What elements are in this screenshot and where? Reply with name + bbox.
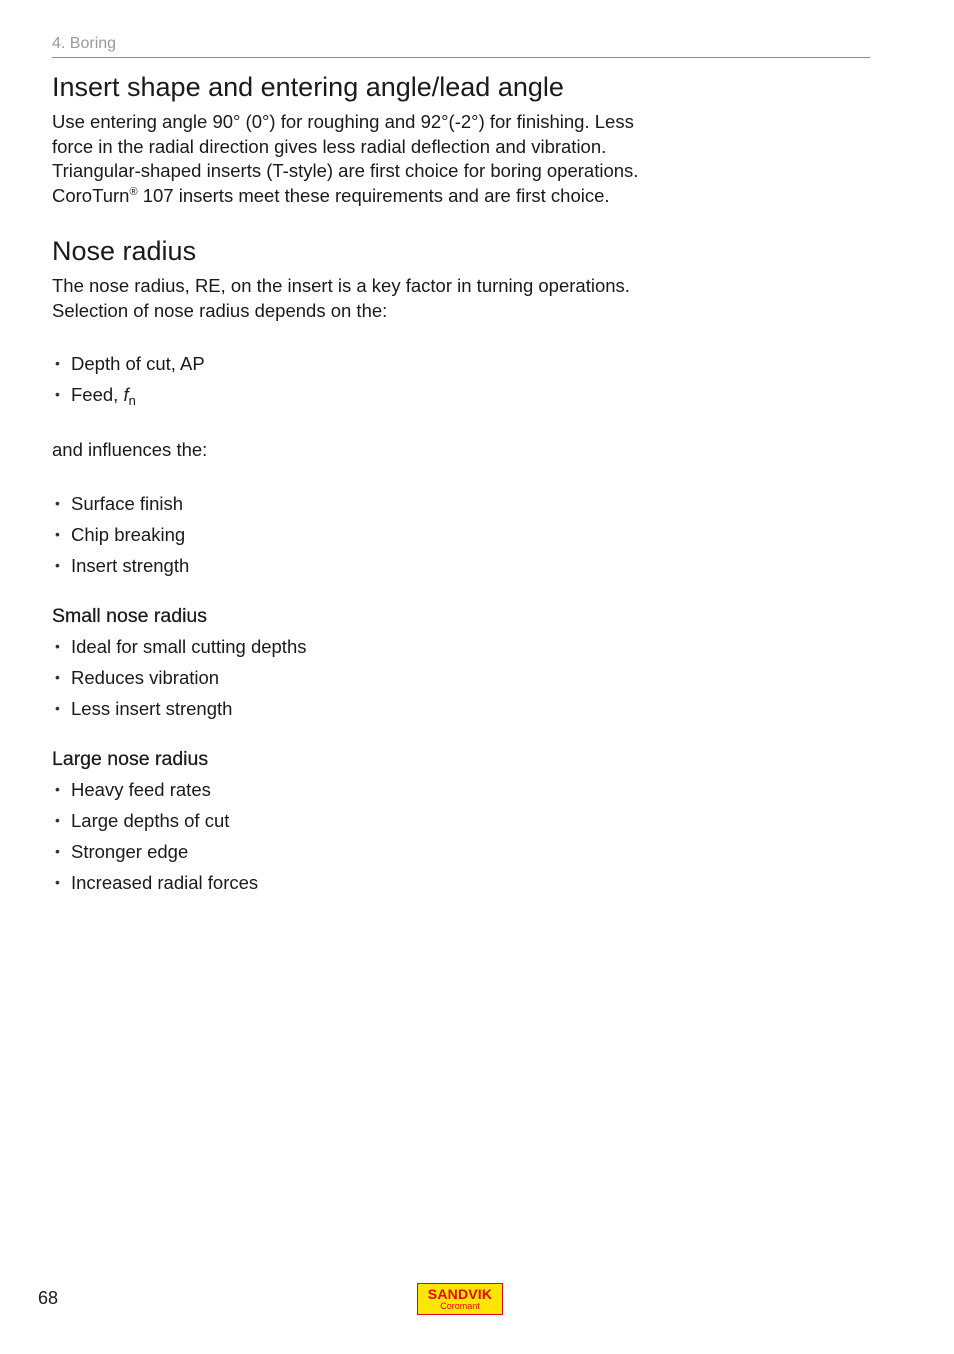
logo-subtitle: Coromant [440, 1301, 480, 1311]
list-item-text: Stronger edge [71, 840, 189, 862]
list-item-text: Heavy feed rates [71, 778, 211, 800]
subheading-small-nose-radius: Small nose radius [52, 604, 207, 627]
insert-shape-paragraph [52, 110, 672, 208]
influences-intro: and influences the: [52, 439, 208, 460]
influences-list [52, 488, 672, 581]
list-item-text: Ideal for small cutting depths [71, 635, 307, 657]
list-item [52, 488, 672, 519]
section-title-insert-shape: Insert shape and entering angle/lead angle [52, 72, 564, 102]
insert-shape-paragraph-text: Use entering angle 90° (0°) for roughing and 92°(-2°) for finishing. Less force in the radial direction gives less radial deflection and vibration. Triangular-shaped inserts (T-style) are first choice for boring operations. CoroTurn [52, 111, 639, 206]
logo-brand: SANDVIK [427, 1286, 493, 1302]
list-item [52, 693, 672, 724]
feed-subscript: n [128, 393, 136, 408]
bullet-icon: • [55, 637, 60, 654]
bullet-icon: • [55, 386, 60, 402]
list-item [52, 631, 672, 662]
bullet-icon: • [55, 556, 60, 573]
bullet-icon: • [55, 355, 60, 371]
list-item [52, 867, 672, 898]
small-nose-radius-list [52, 631, 672, 724]
bullet-icon: • [55, 668, 60, 685]
page-number: 68 [38, 1288, 59, 1308]
list-item [52, 836, 672, 867]
list-item [52, 379, 672, 416]
list-item [52, 805, 672, 836]
list-item [52, 774, 672, 805]
bullet-icon: • [55, 780, 60, 797]
registered-mark: ® [129, 185, 138, 198]
nose-radius-intro: The nose radius, RE, on the insert is a key factor in turning operations. Selection of nose radius depends on the: [52, 275, 630, 321]
bullet-icon: • [55, 494, 60, 511]
list-item-text: Less insert strength [71, 697, 233, 719]
bullet-icon: • [55, 811, 60, 828]
list-item-text: Depth of cut, AP [71, 353, 205, 374]
list-item [52, 519, 672, 550]
bullet-icon: • [55, 842, 60, 859]
sandvik-coromant-logo [417, 1283, 503, 1315]
list-item-text: Reduces vibration [71, 666, 220, 688]
list-item-text: Insert strength [71, 554, 190, 576]
section-title-nose-radius: Nose radius [52, 236, 197, 266]
insert-shape-paragraph-text-end: 107 inserts meet these requirements and are first choice. [137, 184, 610, 206]
list-item [52, 348, 672, 379]
feed-symbol: f [123, 384, 129, 405]
main-content [52, 70, 672, 898]
subheading-large-nose-radius: Large nose radius [52, 747, 209, 770]
bullet-icon: • [55, 525, 60, 542]
list-item [52, 550, 672, 581]
list-item-text: Large depths of cut [71, 809, 230, 831]
running-head: 4. Boring [52, 35, 870, 58]
list-item-text: Surface finish [71, 492, 184, 514]
depends-on-list [52, 348, 672, 416]
list-item-text: Increased radial forces [71, 871, 259, 893]
bullet-icon: • [55, 699, 60, 716]
list-item-text: Chip breaking [71, 523, 186, 545]
large-nose-radius-list [52, 774, 672, 898]
list-item [52, 662, 672, 693]
list-item-text: Feed, [71, 384, 124, 405]
bullet-icon: • [55, 873, 60, 890]
